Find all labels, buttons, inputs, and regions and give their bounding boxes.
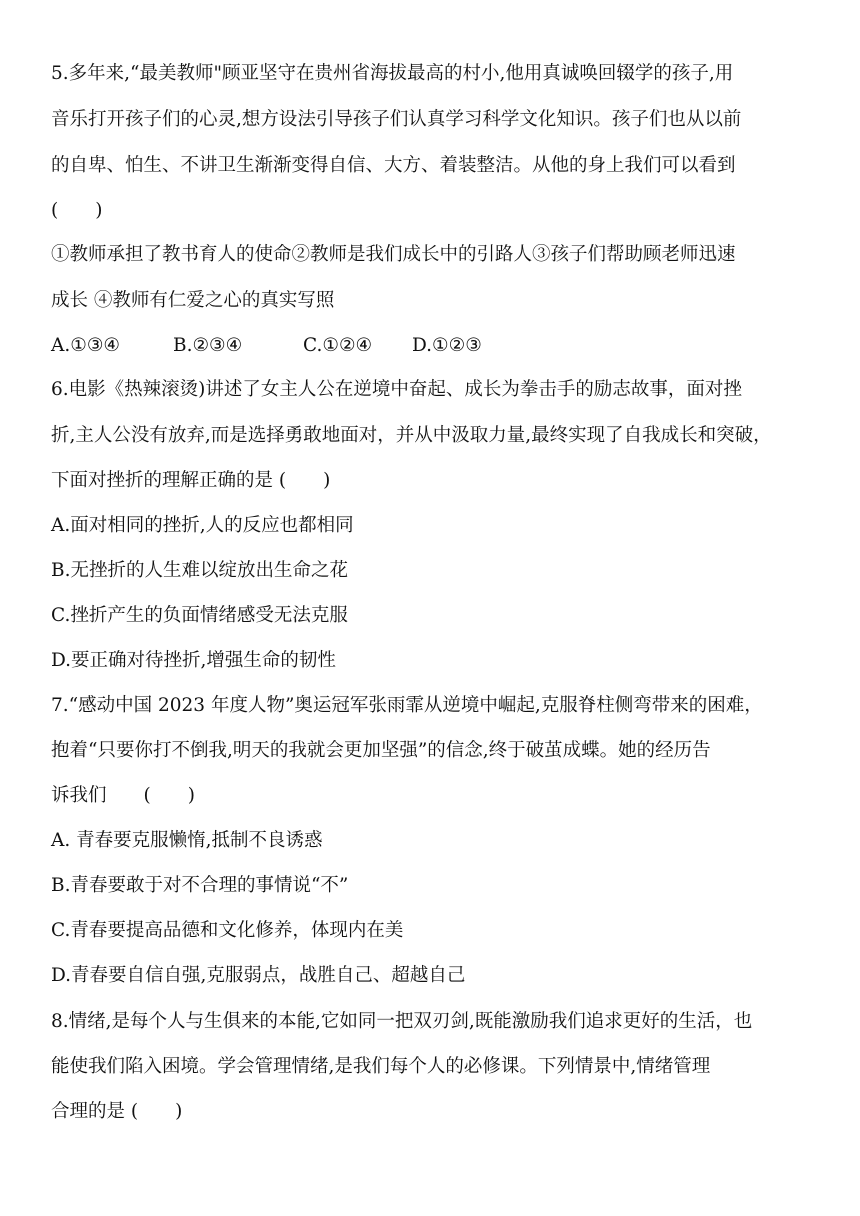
q7-option-c: C.青春要提高品德和文化修养，体现内在美 [51, 920, 404, 941]
q6-option-c: C.挫折产生的负面情绪感受无法克服 [51, 605, 348, 626]
q5-option-b: B.②③④ [173, 335, 243, 356]
q7-option-b: B.青春要敢于对不合理的事情说“不” [51, 875, 349, 896]
q5-answer-blank: ( ) [51, 200, 103, 221]
q8-stem-line-1: 8.情绪,是每个人与生俱来的本能,它如同一把双刃剑,既能激励我们追求更好的生活，也 [51, 1011, 753, 1032]
q6-stem-line-1: 6.电影《热辣滚烫)讲述了女主人公在逆境中奋起、成长为拳击手的励志故事，面对挫 [51, 379, 742, 400]
q5-stem-line-1: 5.多年来,“最美教师"顾亚坚守在贵州省海拔最高的村小,他用真诚唤回辍学的孩子,用 [51, 63, 734, 84]
q7-stem-line-1: 7.“感动中国 2023 年度人物”奥运冠军张雨霏从逆境中崛起,克服脊柱侧弯带来的困难， [51, 695, 763, 716]
q6-stem-line-2: 折,主人公没有放弃,而是选择勇敢地面对，并从中汲取力量,最终实现了自我成长和突破， [51, 425, 772, 446]
q5-stem-line-3: 的自卑、怕生、不讲卫生渐渐变得自信、大方、着装整洁。从他的身上我们可以看到 [51, 155, 736, 176]
q7-option-a: A. 青春要克服懒惰,抵制不良诱惑 [51, 830, 323, 851]
q5-statements-line-1: ①教师承担了教书育人的使命②教师是我们成长中的引路人③孩子们帮助顾老师迅速 [51, 244, 736, 265]
q5-option-a: A.①③④ [51, 335, 120, 356]
q6-option-a: A.面对相同的挫折,人的反应也都相同 [51, 515, 354, 536]
q6-stem-line-3: 下面对挫折的理解正确的是 ( ) [51, 470, 331, 491]
q7-stem-line-2: 抱着“只要你打不倒我,明天的我就会更加坚强”的信念,终于破茧成蝶。她的经历告 [51, 740, 711, 761]
q6-option-b: B.无挫折的人生难以绽放出生命之花 [51, 560, 348, 581]
q5-option-c: C.①②④ [303, 335, 373, 356]
q5-stem-line-2: 音乐打开孩子们的心灵,想方设法引导孩子们认真学习科学文化知识。孩子们也从以前 [51, 109, 742, 130]
q5-option-d: D.①②③ [412, 335, 482, 356]
q6-option-d: D.要正确对待挫折,增强生命的韧性 [51, 650, 336, 671]
q8-stem-line-3: 合理的是 ( ) [51, 1101, 183, 1122]
q5-statements-line-2: 成长 ④教师有仁爱之心的真实写照 [51, 290, 335, 311]
q7-stem-line-3: 诉我们 ( ) [51, 785, 195, 806]
q7-option-d: D.青春要自信自强,克服弱点，战胜自己、超越自己 [51, 965, 466, 986]
q8-stem-line-2: 能使我们陷入困境。学会管理情绪,是我们每个人的必修课。下列情景中,情绪管理 [51, 1056, 711, 1077]
